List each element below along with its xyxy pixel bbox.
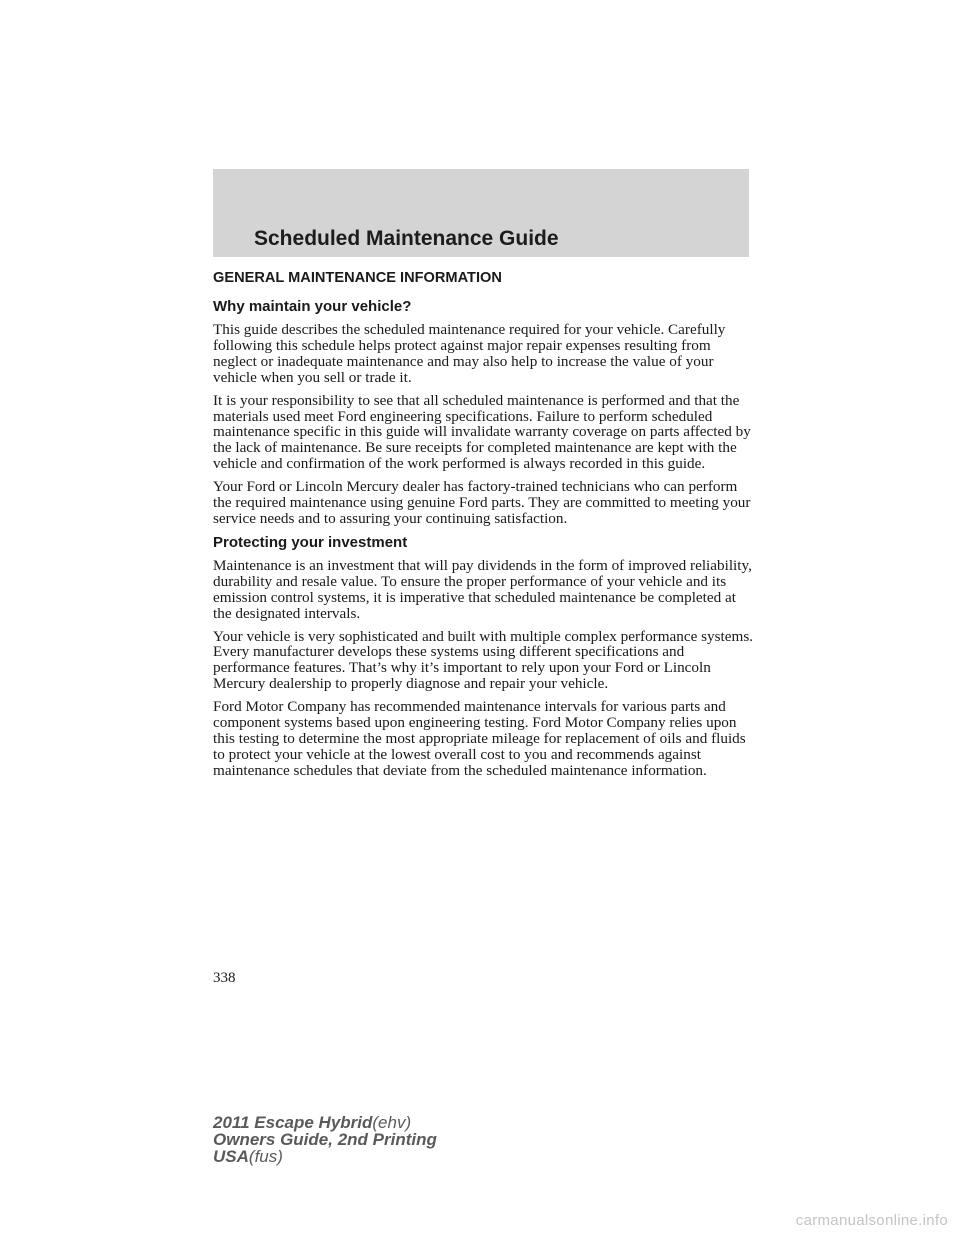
paragraph: Your Ford or Lincoln Mercury dealer has factory-trained technicians who can perform the required maintenance using genuine Ford parts. They are committed to meeting your service needs and to assuring your continuing satisfaction. — [213, 478, 751, 527]
watermark: carmanualsonline.info — [795, 1212, 948, 1229]
main-heading: GENERAL MAINTENANCE INFORMATION — [213, 270, 502, 286]
page-number: 338 — [213, 970, 236, 986]
subheading-why-maintain: Why maintain your vehicle? — [213, 298, 412, 315]
footer-region-line — [213, 1148, 437, 1165]
paragraph: It is your responsibility to see that all scheduled maintenance is performed and that the materials used meet Ford engineering specifications. Failure to perform scheduled maintenance specific in this guide will invalidate warranty coverage on parts affected by the lack of maintenance. Be sure receipts for completed maintenance are kept with the vehicle and confirmation of the work performed is always recorded in this guide. — [213, 391, 751, 473]
footer-guide: Owners Guide, 2nd Printing — [213, 1130, 437, 1149]
page-content — [213, 268, 758, 786]
paragraph: Ford Motor Company has recommended maintenance intervals for various parts and component systems based upon engineering testing. Ford Motor Company relies upon this testing to determine the most appropriate mileage for replacement of oils and fluids to protect your vehicle at the lowest overall cost to you and recommends against maintenance schedules that deviate from the scheduled maintenance information. — [213, 698, 746, 779]
document-footer — [213, 1114, 437, 1165]
paragraph: Maintenance is an investment that will pay dividends in the form of improved reliability, durability and resale value. To ensure the proper performance of your vehicle and its emission control systems, it is imperative that scheduled maintenance be completed at the designated intervals. — [213, 556, 752, 622]
footer-model: 2011 Escape Hybrid — [213, 1113, 373, 1132]
footer-model-code: (ehv) — [372, 1113, 412, 1132]
footer-region: USA — [213, 1147, 249, 1166]
footer-region-code: (fus) — [248, 1147, 283, 1166]
footer-model-line — [213, 1114, 437, 1131]
section-title: Scheduled Maintenance Guide — [254, 227, 559, 250]
paragraph: This guide describes the scheduled maintenance required for your vehicle. Carefully following this schedule helps protect against major repair expenses resulting from neglect or inadequate maintenance and may also help to increase the value of your vehicle when you sell or trade it. — [213, 321, 726, 386]
paragraph: Your vehicle is very sophisticated and built with multiple complex performance systems. Every manufacturer develops these systems using different specifications and performance features. That’s why it’s important to rely upon your Ford or Lincoln Mercury dealership to properly diagnose and repair your vehicle. — [213, 627, 754, 693]
subheading-protecting-investment: Protecting your investment — [213, 533, 408, 551]
